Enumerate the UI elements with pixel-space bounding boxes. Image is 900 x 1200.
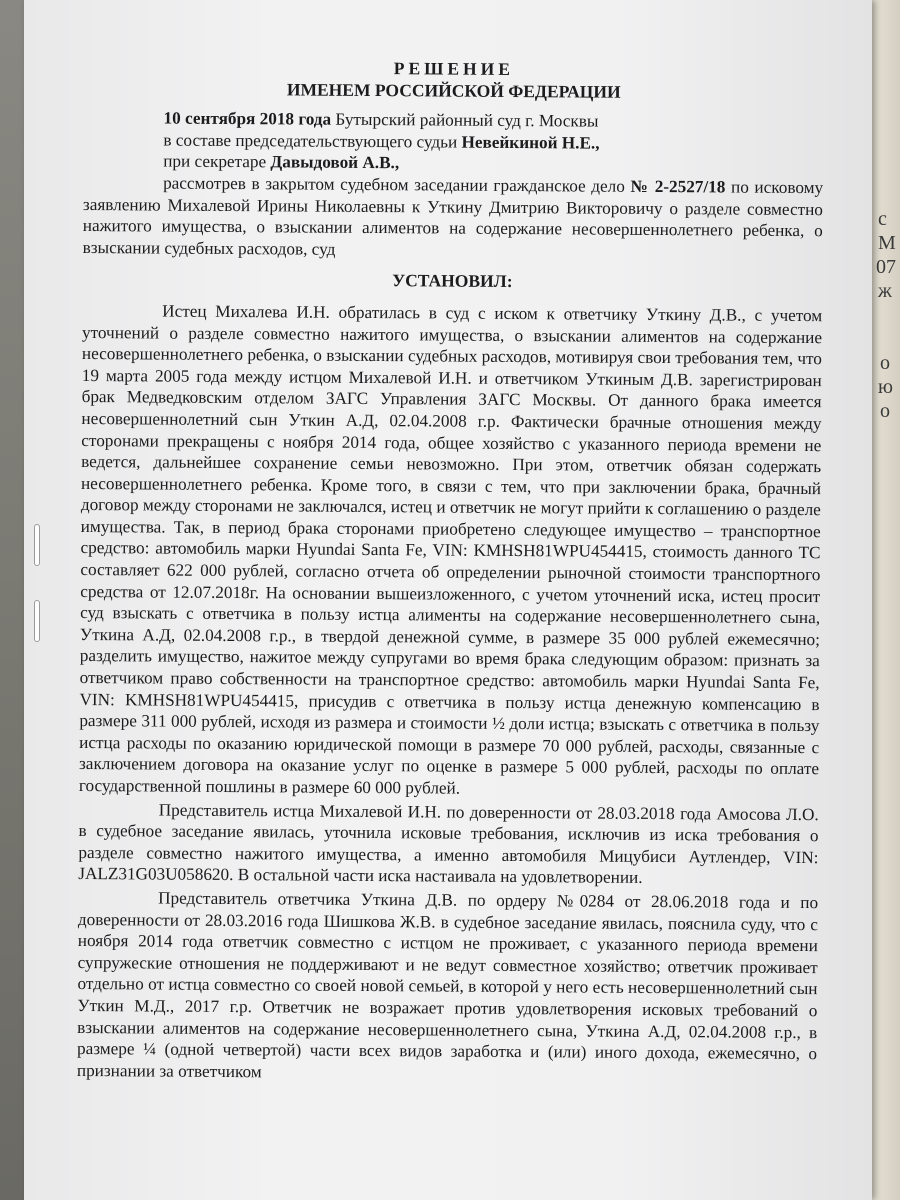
edge-fragment: о xyxy=(880,352,890,374)
intro-case-paragraph xyxy=(83,172,824,264)
court-name: Бутырский районный суд г. Москвы xyxy=(331,109,599,131)
document-page xyxy=(24,0,872,1200)
decision-date: 10 сентября 2018 года xyxy=(163,108,332,129)
edge-fragment: 07 xyxy=(876,256,896,278)
case-number: № 2-2527/18 xyxy=(630,176,726,197)
punch-hole xyxy=(34,524,40,566)
document-body xyxy=(77,56,824,1086)
case-prefix: рассмотрев в закрытом судебном заседании гражданское дело xyxy=(163,173,631,196)
section-heading: УСТАНОВИЛ: xyxy=(392,270,513,292)
judge-name: Невейкиной Н.Е., xyxy=(461,132,600,153)
intro-block xyxy=(83,107,824,263)
judge-prefix: в составе председательствующего судьи xyxy=(163,130,462,152)
edge-fragment: о xyxy=(880,400,890,422)
secretary-name: Давыдовой А.В., xyxy=(270,152,400,173)
body-paragraph: Представитель ответчика Уткина Д.В. по ордеру №0284 от 28.06.2018 года и по доверенности от 28.03.2016 года Шишкова Ж.В. в судебное заседание явилась, пояснила суду, что с ноября 2014 года ответчик совместно с истцом не проживает, с указанного периода времени супружеские отношения не поддерживают и не ведут совместное хозяйство; ответчик проживает отдельно от истца совместно со своей новой семьей, в которой у него есть несовершеннолетний сын Уткин М.Д., 2017 г.р. Ответчик не возражает против удовлетворения исковых требований о взыскании алиментов на содержание несовершеннолетнего сына, Уткина А.Д, 02.04.2008 г.р., в размере ¼ (одной четвертой) части всех видов заработка и (или) иного дохода, ежемесячно, о признании за ответчиком xyxy=(76,888,819,1081)
case-suffix: по xyxy=(725,177,749,197)
edge-fragment: с xyxy=(878,208,887,230)
body-paragraph: Истец Михалева И.Н. обратилась в суд с иском к ответчику Уткину Д.В., с учетом уточнений о разделе совместно нажитого имущества, о взыскании алиментов на содержание несовершеннолетнего ребенка, о взыскании судебных расходов, мотивируя свои требования тем, что 19 марта 2005 года между истцом Михалевой И.Н. и ответчиком Уткиным Д.В. зарегистрирован брак Медведковским отделом ЗАГС Управления ЗАГС Москвы. От данного брака имеется несовершеннолетний сын Уткин А.Д, 02.04.2008 г.р. Фактически брачные отношения между сторонами прекращены с ноября 2014 года, общее хозяйство с указанного периода времени не ведется, дальнейшее сохранение семьи невозможно. При этом, ответчик обязан содержать несовершеннолетнего ребенка. Кроме того, в связи с тем, что при заключении брака, брачный договор между сторонами не заключался, истец и ответчик не могут прийти к соглашению о разделе имущества. Так, в период брака сторонами приобретено следующее имущество – транспортное средство: автомобиль марки Hyundai Santa Fe, VIN: KMHSH81WPU454415, стоимость данного ТС составляет 622 000 рублей, согласно отчета об определении рыночной стоимости транспортного средства от 12.07.2018г. На основании вышеизложенного, с учетом уточнений иска, истец просит суд взыскать с ответчика в пользу истца алименты на содержание несовершеннолетнего сына, Уткина А.Д, 02.04.2008 г.р., в твердой денежной сумме, в размере 35 000 рублей ежемесячно; разделить имущество, нажитое между супругами во время брака следующим образом: признать за ответчиком право собственности на транспортное средство: автомобиль марки Hyundai Santa Fe, VIN: KMHSH81WPU454415, присудив с ответчика в пользу истца денежную компенсацию в размере 311 000 рублей, исходя из размера и стоимости ½ доли истца; взыскать с ответчика в пользу истца расходы по оказанию юридической помощи в размере 70 000 рублей, расходы, связанные с заключением договора на оказание услуг по оценке в размере 5 000 рублей, расходы по оплате государственной пошлины в размере 60 000 рублей. xyxy=(78,301,823,798)
case-description: исковому заявлению Михалевой Ирины Николаевны к Уткину Дмитрию Викторовичу о разделе совместно нажитого имущества, о взыскании алиментов на содержание несовершеннолетнего ребенка, о взыскании судебных расходов, суд xyxy=(82,177,824,259)
body-paragraph: Представитель истца Михалевой И.Н. по доверенности от 28.03.2018 года Амосова Л.О. в судебное заседание явилась, уточнила исковые требования, исключив из иска требования о разделе совместно нажитого имущества, а именно автомобиля Мицубиси Аутлендер, VIN: JALZ31G03U058620. В остальной части иска настаивала на удовлетворении. xyxy=(78,800,819,888)
edge-fragment: М xyxy=(878,232,896,254)
secretary-prefix: при секретаре xyxy=(163,151,271,172)
punch-hole xyxy=(34,600,40,642)
document-title: РЕШЕНИЕ xyxy=(393,58,515,80)
edge-fragment: ю xyxy=(878,376,893,398)
document-subtitle: ИМЕНЕМ РОССИЙСКОЙ ФЕДЕРАЦИИ xyxy=(286,79,621,102)
edge-fragment: ж xyxy=(878,280,892,302)
